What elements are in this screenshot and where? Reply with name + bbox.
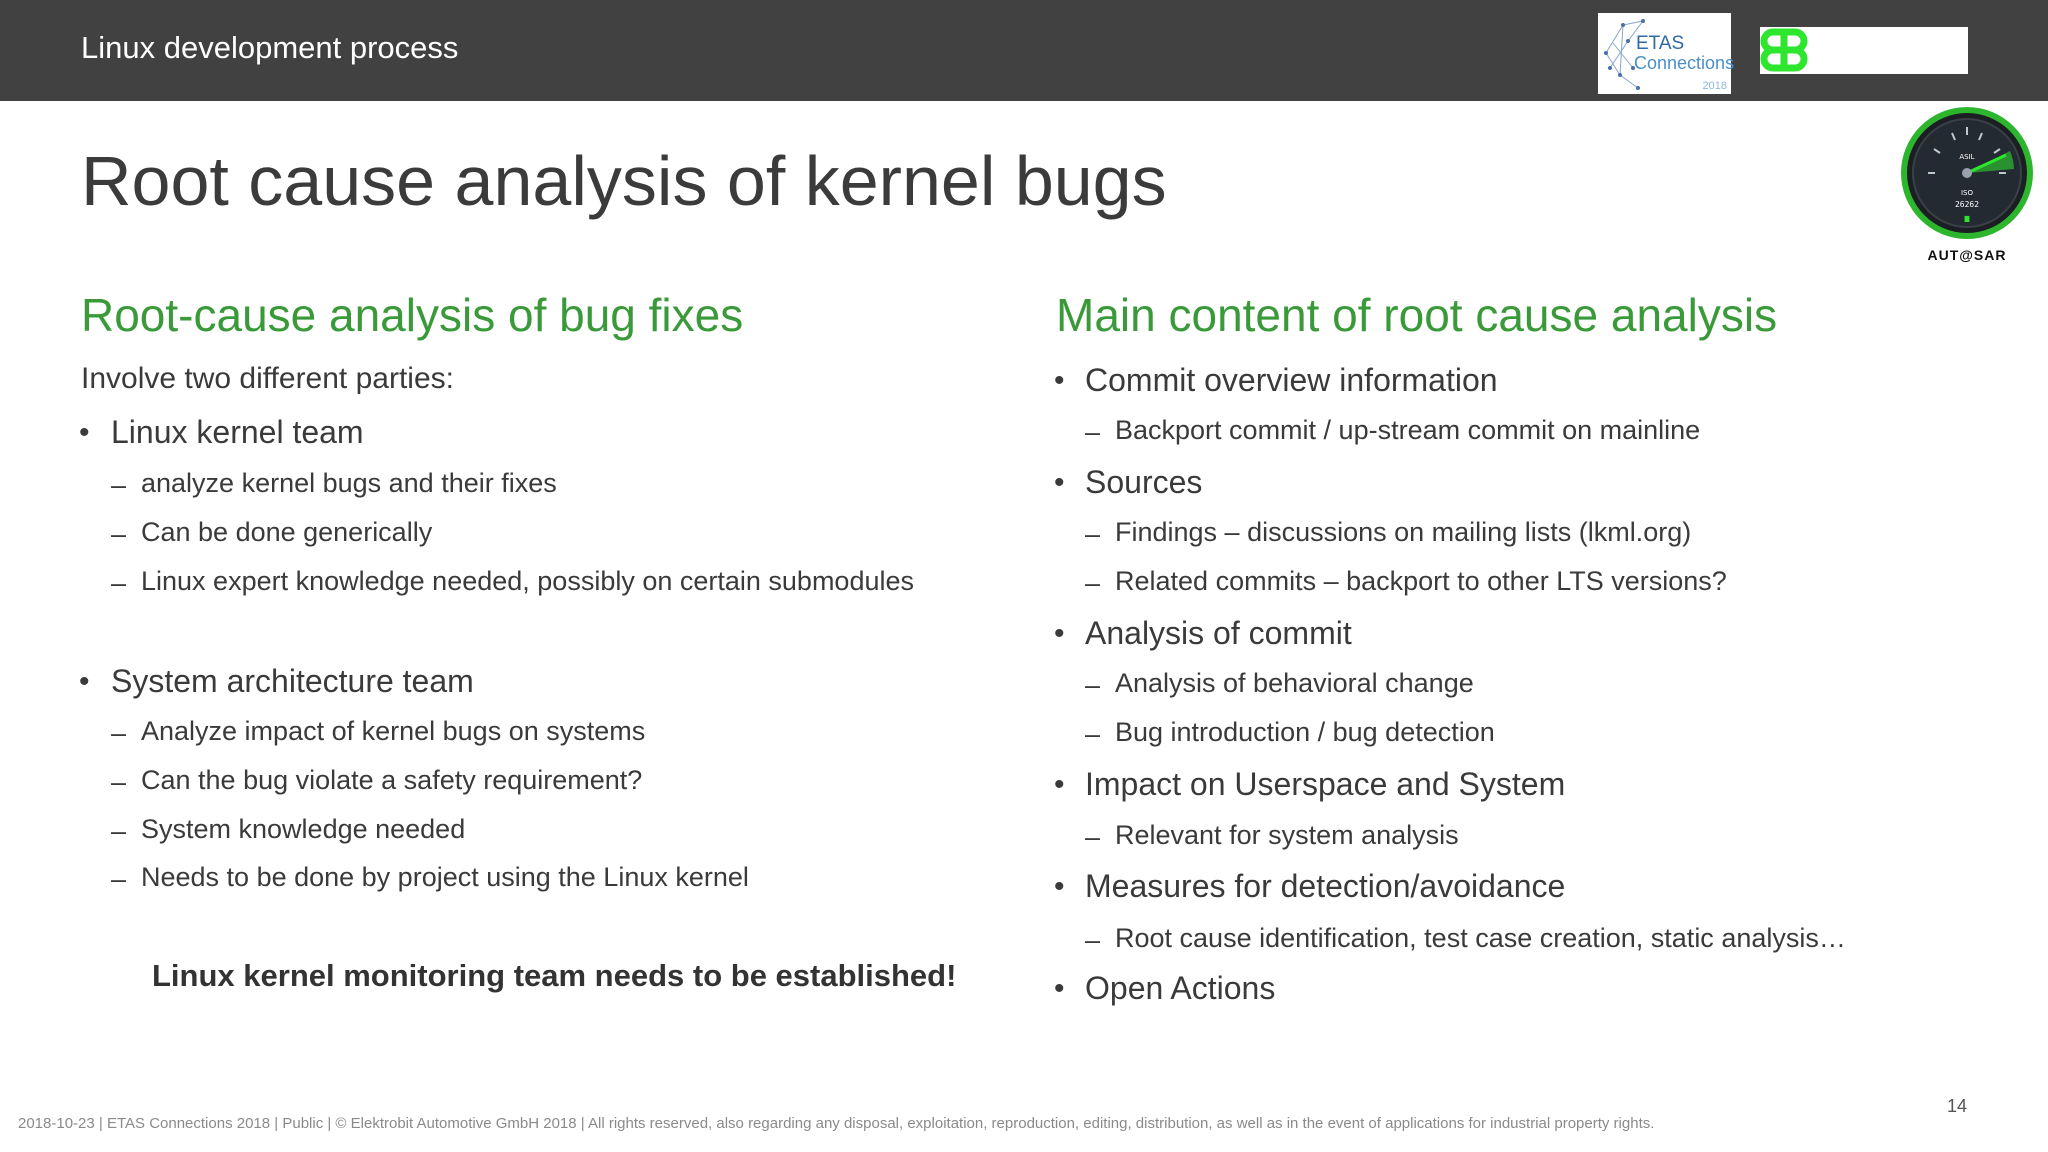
left-intro-text: Involve two different parties: <box>81 362 454 395</box>
right-subitem-1-1: Backport commit / up-stream commit on mainline <box>1115 415 1701 445</box>
page-number: 14 <box>1947 1096 1968 1116</box>
bullet-marker: • <box>1054 617 1065 650</box>
etas-connections-logo <box>1598 13 1735 94</box>
dash-marker: – <box>111 470 127 500</box>
right-subitem-4-1: Relevant for system analysis <box>1115 820 1459 850</box>
footer-disclaimer: 2018-10-23 | ETAS Connections 2018 | Public | © Elektrobit Automotive GmbH 2018 | All rights reserved, also regarding any disposal, exploitation, reproduction, editing, distribution, as well as in the event of applications for industrial property rights. <box>18 1115 1655 1132</box>
dash-marker: – <box>1085 568 1101 598</box>
dash-marker: – <box>1085 670 1101 700</box>
left-subitem-1-2: Can be done generically <box>141 517 433 547</box>
dash-marker: – <box>111 767 127 797</box>
left-subitem-2-2: Can the bug violate a safety requirement? <box>141 765 643 795</box>
right-bullet-3: Analysis of commit <box>1085 615 1352 651</box>
bullet-marker: • <box>79 665 90 698</box>
svg-text:∎: ∎ <box>1963 212 1971 225</box>
right-bullet-5: Measures for detection/avoidance <box>1085 868 1566 904</box>
right-column-heading: Main content of root cause analysis <box>1056 289 1778 341</box>
gauge-top-label: ASIL <box>1959 153 1975 161</box>
left-subitem-1-1: analyze kernel bugs and their fixes <box>141 468 557 498</box>
gauge-icon <box>1898 107 2036 245</box>
right-subitem-3-2: Bug introduction / bug detection <box>1115 717 1495 747</box>
dash-marker: – <box>1085 417 1101 447</box>
bullet-marker: • <box>1054 972 1065 1005</box>
dash-marker: – <box>1085 519 1101 549</box>
etas-logo-year: 2018 <box>1702 80 1727 92</box>
dash-marker: – <box>111 519 127 549</box>
dash-marker: – <box>1085 925 1101 955</box>
left-subitem-2-4: Needs to be done by project using the Linux kernel <box>141 862 749 892</box>
left-bullet-2: System architecture team <box>111 663 474 699</box>
left-subitem-2-3: System knowledge needed <box>141 814 466 844</box>
eb-mark-icon <box>1760 27 1814 74</box>
bullet-marker: • <box>79 416 90 449</box>
dash-marker: – <box>111 816 127 846</box>
dash-marker: – <box>111 568 127 598</box>
left-bullet-1: Linux kernel team <box>111 414 364 450</box>
dash-marker: – <box>111 718 127 748</box>
right-bullet-6: Open Actions <box>1085 970 1276 1006</box>
dash-marker: – <box>111 864 127 894</box>
right-subitem-3-1: Analysis of behavioral change <box>1115 668 1474 698</box>
eb-logo <box>1760 27 1968 74</box>
right-bullet-2: Sources <box>1085 464 1203 500</box>
etas-logo-line2: Connections <box>1634 53 1735 73</box>
bullet-marker: • <box>1054 466 1065 499</box>
bullet-marker: • <box>1054 768 1065 801</box>
gauge-number: 26262 <box>1954 200 1980 209</box>
dash-marker: – <box>1085 822 1101 852</box>
autosar-logo-text: AUT@SAR <box>1927 247 2007 263</box>
bullet-marker: • <box>1054 870 1065 903</box>
right-subitem-2-1: Findings – discussions on mailing lists (lkml.org) <box>1115 517 1692 547</box>
left-subitem-2-1: Analyze impact of kernel bugs on systems <box>141 716 646 746</box>
autosar-gauge-logo <box>1898 107 2036 267</box>
header-bar <box>0 0 2048 101</box>
right-bullet-1: Commit overview information <box>1085 362 1498 398</box>
right-bullet-4: Impact on Userspace and System <box>1085 766 1566 802</box>
bullet-marker: • <box>1054 364 1065 397</box>
dash-marker: – <box>1085 719 1101 749</box>
etas-logo-line1: ETAS <box>1636 33 1685 54</box>
header-title: Linux development process <box>81 30 459 65</box>
left-column-heading: Root-cause analysis of bug fixes <box>81 289 744 341</box>
left-subitem-1-3: Linux expert knowledge needed, possibly on certain submodules <box>141 566 914 596</box>
right-subitem-5-1: Root cause identification, test case creation, static analysis… <box>1115 923 1846 953</box>
gauge-mid-label: ISO <box>1960 189 1974 197</box>
slide-title: Root cause analysis of kernel bugs <box>81 142 1167 220</box>
callout-text: Linux kernel monitoring team needs to be established! <box>152 958 957 993</box>
right-subitem-2-2: Related commits – backport to other LTS versions? <box>1115 566 1727 596</box>
